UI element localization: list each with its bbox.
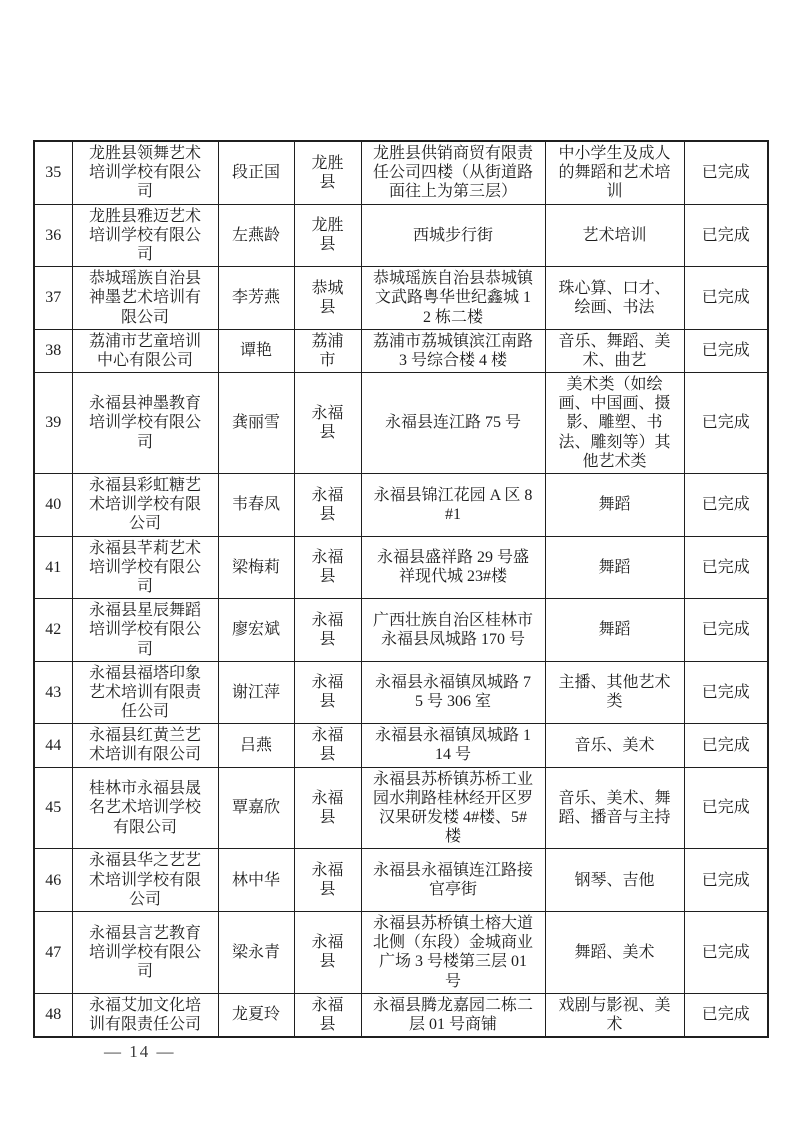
cell-name: 永福县神墨教育培训学校有限公司 [72, 373, 218, 474]
cell-status: 已完成 [684, 599, 768, 662]
cell-address: 永福县永福镇凤城路 75 号 306 室 [361, 661, 545, 724]
table-row [34, 993, 768, 1037]
table-row [34, 267, 768, 330]
table-row [34, 141, 768, 204]
cell-county: 恭城县 [294, 267, 361, 330]
cell-name: 龙胜县领舞艺术培训学校有限公司 [72, 141, 218, 204]
cell-address: 永福县腾龙嘉园二栋二层 01 号商铺 [361, 993, 545, 1037]
cell-status: 已完成 [684, 993, 768, 1037]
cell-index: 38 [34, 329, 72, 372]
cell-person: 廖宏斌 [218, 599, 294, 662]
cell-county: 永福县 [294, 536, 361, 599]
cell-index: 36 [34, 204, 72, 267]
cell-address: 永福县苏桥镇土榕大道北侧（东段）金城商业广场 3 号楼第三层 01 号 [361, 911, 545, 993]
cell-person: 段正国 [218, 141, 294, 204]
cell-county: 龙胜县 [294, 141, 361, 204]
cell-index: 35 [34, 141, 72, 204]
cell-index: 45 [34, 767, 72, 849]
table-row [34, 536, 768, 599]
cell-person: 梁永青 [218, 911, 294, 993]
cell-person: 左燕龄 [218, 204, 294, 267]
cell-person: 龙夏玲 [218, 993, 294, 1037]
table-row [34, 329, 768, 372]
cell-status: 已完成 [684, 204, 768, 267]
cell-person: 李芳燕 [218, 267, 294, 330]
cell-name: 荔浦市艺童培训中心有限公司 [72, 329, 218, 372]
cell-name: 永福县福塔印象艺术培训有限责任公司 [72, 661, 218, 724]
cell-address: 永福县锦江花园 A 区 8#1 [361, 474, 545, 537]
cell-categories: 舞蹈 [545, 599, 684, 662]
table-row [34, 661, 768, 724]
cell-status: 已完成 [684, 849, 768, 912]
cell-person: 梁梅莉 [218, 536, 294, 599]
cell-categories: 舞蹈 [545, 474, 684, 537]
cell-categories: 音乐、美术、舞蹈、播音与主持 [545, 767, 684, 849]
cell-person: 谢江萍 [218, 661, 294, 724]
cell-name: 永福艾加文化培训有限责任公司 [72, 993, 218, 1037]
cell-index: 44 [34, 724, 72, 767]
cell-status: 已完成 [684, 373, 768, 474]
cell-status: 已完成 [684, 141, 768, 204]
table-body [34, 141, 768, 1037]
cell-name: 永福县彩虹糖艺术培训学校有限公司 [72, 474, 218, 537]
cell-address: 恭城瑶族自治县恭城镇文武路粤华世纪鑫城 12 栋二楼 [361, 267, 545, 330]
cell-name: 桂林市永福县晟名艺术培训学校有限公司 [72, 767, 218, 849]
cell-name: 永福县言艺教育培训学校有限公司 [72, 911, 218, 993]
cell-categories: 主播、其他艺术类 [545, 661, 684, 724]
cell-county: 永福县 [294, 724, 361, 767]
cell-county: 龙胜县 [294, 204, 361, 267]
cell-categories: 中小学生及成人的舞蹈和艺术培训 [545, 141, 684, 204]
table-row [34, 849, 768, 912]
cell-name: 永福县红黄兰艺术培训有限公司 [72, 724, 218, 767]
cell-categories: 钢琴、吉他 [545, 849, 684, 912]
cell-categories: 艺术培训 [545, 204, 684, 267]
cell-categories: 戏剧与影视、美术 [545, 993, 684, 1037]
cell-categories: 音乐、舞蹈、美术、曲艺 [545, 329, 684, 372]
cell-address: 永福县永福镇连江路接官亭街 [361, 849, 545, 912]
cell-index: 42 [34, 599, 72, 662]
cell-address: 西城步行街 [361, 204, 545, 267]
cell-index: 37 [34, 267, 72, 330]
cell-person: 林中华 [218, 849, 294, 912]
cell-status: 已完成 [684, 661, 768, 724]
cell-address: 永福县苏桥镇苏桥工业园水荆路桂林经开区罗汉果研发楼 4#楼、5#楼 [361, 767, 545, 849]
cell-status: 已完成 [684, 536, 768, 599]
cell-index: 47 [34, 911, 72, 993]
cell-county: 永福县 [294, 767, 361, 849]
cell-county: 永福县 [294, 993, 361, 1037]
cell-index: 43 [34, 661, 72, 724]
table-row [34, 599, 768, 662]
cell-person: 谭艳 [218, 329, 294, 372]
table-row [34, 911, 768, 993]
cell-index: 41 [34, 536, 72, 599]
cell-name: 永福县华之艺艺术培训学校有限公司 [72, 849, 218, 912]
cell-county: 荔浦市 [294, 329, 361, 372]
cell-person: 龚丽雪 [218, 373, 294, 474]
cell-address: 永福县连江路 75 号 [361, 373, 545, 474]
cell-address: 永福县永福镇凤城路 114 号 [361, 724, 545, 767]
page-number: — 14 — [104, 1042, 176, 1061]
cell-categories: 舞蹈、美术 [545, 911, 684, 993]
table-row [34, 474, 768, 537]
cell-name: 龙胜县雅迈艺术培训学校有限公司 [72, 204, 218, 267]
table-row [34, 373, 768, 474]
cell-categories: 音乐、美术 [545, 724, 684, 767]
cell-name: 恭城瑶族自治县神墨艺术培训有限公司 [72, 267, 218, 330]
cell-status: 已完成 [684, 267, 768, 330]
table-row [34, 724, 768, 767]
cell-status: 已完成 [684, 911, 768, 993]
cell-categories: 舞蹈 [545, 536, 684, 599]
cell-address: 广西壮族自治区桂林市永福县凤城路 170 号 [361, 599, 545, 662]
cell-categories: 美术类（如绘画、中国画、摄影、雕塑、书法、雕刻等）其他艺术类 [545, 373, 684, 474]
cell-index: 40 [34, 474, 72, 537]
cell-address: 龙胜县供销商贸有限责任公司四楼（从街道路面往上为第三层） [361, 141, 545, 204]
training-schools-table [33, 140, 769, 1038]
cell-county: 永福县 [294, 373, 361, 474]
cell-county: 永福县 [294, 599, 361, 662]
cell-county: 永福县 [294, 911, 361, 993]
cell-person: 覃嘉欣 [218, 767, 294, 849]
cell-status: 已完成 [684, 724, 768, 767]
cell-address: 荔浦市荔城镇滨江南路 3 号综合楼 4 楼 [361, 329, 545, 372]
cell-status: 已完成 [684, 329, 768, 372]
cell-status: 已完成 [684, 474, 768, 537]
cell-index: 46 [34, 849, 72, 912]
cell-person: 吕燕 [218, 724, 294, 767]
cell-name: 永福县星辰舞蹈培训学校有限公司 [72, 599, 218, 662]
cell-county: 永福县 [294, 661, 361, 724]
cell-county: 永福县 [294, 849, 361, 912]
cell-county: 永福县 [294, 474, 361, 537]
table-row [34, 767, 768, 849]
cell-categories: 珠心算、口才、绘画、书法 [545, 267, 684, 330]
cell-address: 永福县盛祥路 29 号盛祥现代城 23#楼 [361, 536, 545, 599]
cell-person: 韦春凤 [218, 474, 294, 537]
table-row [34, 204, 768, 267]
cell-status: 已完成 [684, 767, 768, 849]
cell-name: 永福县芊莉艺术培训学校有限公司 [72, 536, 218, 599]
cell-index: 39 [34, 373, 72, 474]
cell-index: 48 [34, 993, 72, 1037]
